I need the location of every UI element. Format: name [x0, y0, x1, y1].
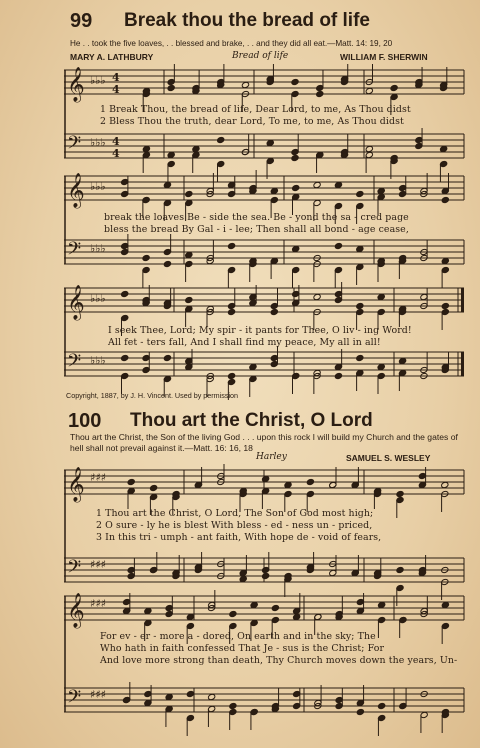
composer-credit: SAMUEL S. WESLEY [346, 453, 431, 463]
lyric-line: 3 In this tri - umph - ant faith, With hope de - void of fears, [96, 532, 382, 543]
note-head [217, 136, 225, 143]
note-head [334, 181, 342, 188]
bass-clef-icon: 𝄢 [67, 687, 82, 712]
note-head [185, 251, 193, 258]
note-head [396, 490, 404, 497]
note-head [356, 190, 364, 197]
composer-credit: WILLIAM F. SHERWIN [340, 52, 428, 62]
svg-text:4: 4 [112, 83, 120, 96]
lyric-line: 1 Thou art the Christ, O Lord, The Son of God most high; [96, 508, 374, 519]
note-head [365, 145, 373, 152]
note-head [365, 87, 373, 94]
note-head [250, 601, 258, 608]
svg-text:4: 4 [112, 135, 120, 148]
scripture-reference: He . . took the five loaves, . . blessed and brake, . . and they did all eat.—Matt. 14: 19, 20 [70, 39, 393, 48]
note-head [165, 693, 173, 700]
svg-text:♯♯♯: ♯♯♯ [90, 688, 106, 701]
note-head [284, 481, 292, 488]
note-head [306, 478, 314, 485]
note-head [441, 481, 449, 488]
bass-staff [64, 134, 464, 158]
note-head [228, 372, 236, 379]
note-head [142, 254, 150, 261]
note-head [440, 145, 448, 152]
bass-notes [123, 682, 450, 736]
bass-clef-icon: 𝄢 [67, 351, 82, 376]
treble-clef-icon: 𝄞 [67, 67, 85, 102]
lyric-line: All fet - ters fall, And I shall find my peace, My all in all! [108, 337, 381, 348]
svg-text:♯♯♯: ♯♯♯ [90, 471, 106, 484]
copyright-notice: Copyright, 1887, by J. H. Vincent. Used by permission [66, 391, 239, 400]
hymn-number: 99 [70, 10, 93, 32]
note-head [334, 372, 342, 379]
lyric-line: break the loaves Be - side the sea. Be - yond the sa - cred page [104, 212, 409, 223]
note-head [441, 601, 449, 608]
note-head [229, 610, 237, 617]
note-head [239, 575, 247, 582]
note-head [441, 257, 449, 264]
note-head [121, 290, 129, 297]
note-head [271, 604, 279, 611]
note-head [262, 475, 270, 482]
svg-text:♭♭♭: ♭♭♭ [90, 292, 106, 305]
note-head [185, 296, 193, 303]
lyric-line: And love more strong than death, Thy Church moves down the years, Un- [100, 655, 458, 666]
bass-clef-icon: 𝄢 [67, 239, 82, 264]
note-head [270, 187, 278, 194]
hymn-title: Thou art the Christ, O Lord [130, 410, 373, 431]
note-head [266, 139, 274, 146]
note-head [241, 81, 249, 88]
hymn-title: Break thou the bread of life [124, 10, 370, 31]
note-head [396, 566, 404, 573]
note-head [356, 354, 364, 361]
note-head [249, 363, 257, 370]
note-head [167, 151, 175, 158]
note-head [192, 145, 200, 152]
note-head [291, 78, 299, 85]
svg-text:♯♯♯: ♯♯♯ [90, 597, 106, 610]
hymn-number: 100 [68, 410, 102, 432]
note-head [377, 293, 385, 300]
note-head [356, 302, 364, 309]
note-head [163, 260, 171, 267]
svg-text:♯♯♯: ♯♯♯ [90, 558, 106, 571]
note-head [127, 478, 135, 485]
lyric-line: bless the bread By Gal - i - lee; Then shall all bond - age cease, [104, 224, 409, 235]
note-head [378, 601, 386, 608]
scripture-reference: Thou art the Christ, the Son of the living God . . . upon this rock I will build my Church and the gates of hell shall not prevail against it.—Matt. 16: 16, 18 [70, 432, 458, 453]
note-head [228, 308, 236, 315]
treble-clef-icon: 𝄞 [67, 593, 85, 628]
lyric-line: 1 Break Thou, the bread of life, Dear Lord, to me, As Thou didst [100, 104, 411, 115]
note-head [378, 702, 386, 709]
note-head [377, 187, 385, 194]
svg-text:4: 4 [112, 147, 120, 160]
note-head [313, 293, 321, 300]
note-head [167, 84, 175, 91]
note-head [144, 607, 152, 614]
note-head [121, 354, 129, 361]
note-head [377, 363, 385, 370]
note-head [291, 154, 299, 161]
treble-clef-icon: 𝄞 [67, 467, 85, 502]
note-head [313, 181, 321, 188]
note-head [270, 308, 278, 315]
lyric-line: For ev - er - more a - dored, On earth and in the sky; The [100, 631, 376, 642]
note-head [228, 242, 236, 249]
note-head [185, 190, 193, 197]
note-head [163, 181, 171, 188]
lyric-line: 2 O sure - ly he is blest With bless - ed - ness un - priced, [96, 520, 373, 531]
bass-clef-icon: 𝄢 [67, 133, 82, 158]
svg-text:♭♭♭: ♭♭♭ [90, 242, 106, 255]
note-head [292, 184, 300, 191]
note-head [262, 572, 270, 579]
treble-staff [64, 70, 464, 94]
note-head [229, 702, 237, 709]
note-head [142, 145, 150, 152]
note-head [390, 84, 398, 91]
note-head [334, 242, 342, 249]
svg-text:♭♭♭: ♭♭♭ [90, 74, 106, 87]
lyric-line: 2 Bless Thou the truth, dear Lord, To me, to me, As Thou didst [100, 116, 404, 127]
author-credit: MARY A. LATHBURY [70, 52, 154, 62]
note-head [316, 90, 324, 97]
note-head [186, 690, 194, 697]
note-head [356, 708, 364, 715]
svg-text:4: 4 [112, 71, 120, 84]
note-head [399, 357, 407, 364]
lyric-line: Who hath in faith confessed That Je - sus is the Christ; For [100, 643, 385, 654]
svg-text:♭♭♭: ♭♭♭ [90, 136, 106, 149]
treble-clef-icon: 𝄞 [67, 173, 85, 208]
bass-clef-icon: 𝄢 [67, 557, 82, 582]
svg-text:♭♭♭: ♭♭♭ [90, 354, 106, 367]
lyric-line: I seek Thee, Lord; My spir - it pants for Thee, O liv - ing Word! [108, 325, 412, 336]
treble-clef-icon: 𝄞 [67, 285, 85, 320]
note-head [292, 245, 300, 252]
tune-name: Bread of life [232, 51, 289, 61]
note-head [356, 245, 364, 252]
bass-notes [121, 234, 450, 288]
tune-name: Harley [256, 452, 287, 462]
note-head [441, 302, 449, 309]
note-head [150, 484, 158, 491]
note-head [208, 693, 216, 700]
note-head [186, 613, 194, 620]
note-head [441, 196, 449, 203]
note-head [163, 354, 171, 361]
svg-text:♭♭♭: ♭♭♭ [90, 180, 106, 193]
note-head [293, 613, 301, 620]
